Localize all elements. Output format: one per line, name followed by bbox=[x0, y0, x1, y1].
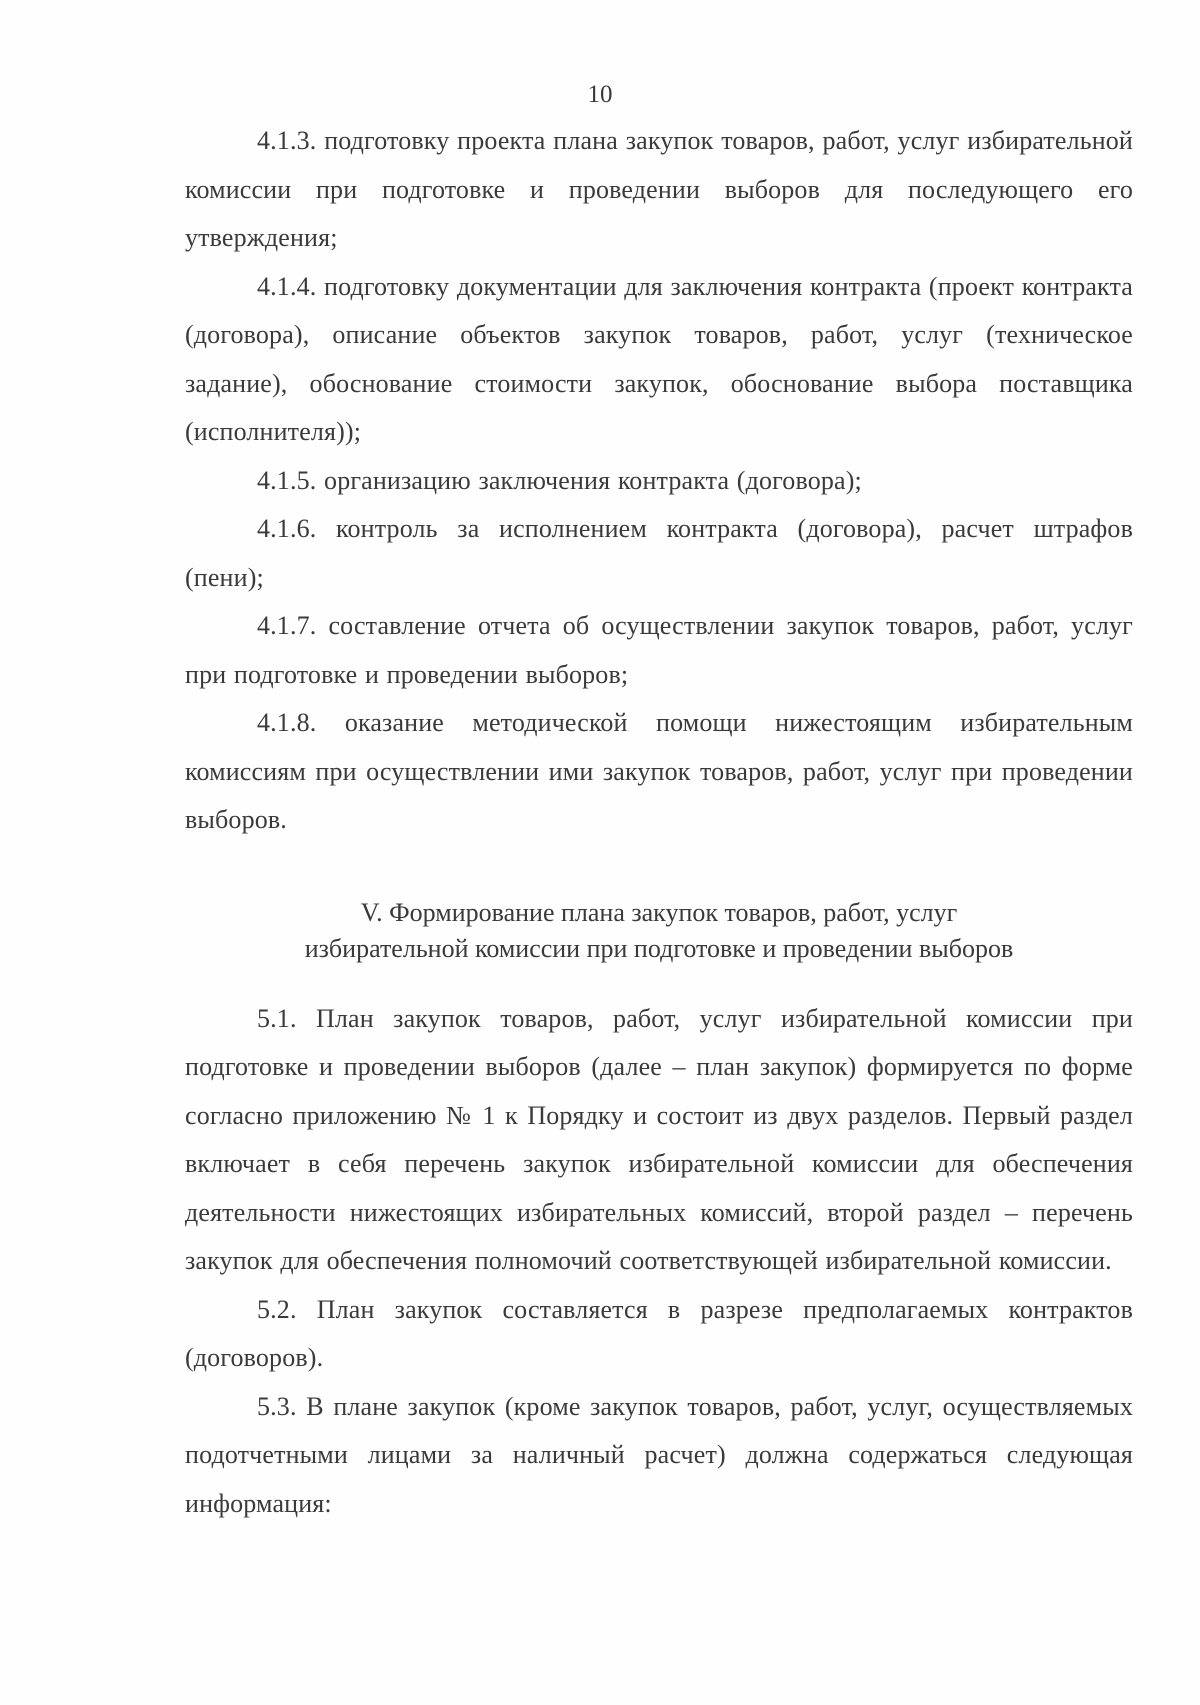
paragraph-5-2: 5.2. План закупок составляется в разрезе предполагаемых контрактов (договоров). bbox=[185, 1294, 1133, 1372]
paragraph-4-1-5: 4.1.5. организацию заключения контракта (договора); bbox=[257, 465, 862, 495]
paragraph-4-1-7: 4.1.7. составление отчета об осуществлении закупок товаров, работ, услуг при подготовке и проведении выборов; bbox=[185, 611, 1133, 689]
page-number: 10 bbox=[587, 81, 613, 108]
paragraph-5-1: 5.1. План закупок товаров, работ, услуг избирательной комиссии при подготовке и проведении выборов (далее – план закупок) формируется по форме согласно приложению № 1 к Порядку и состоит из двух разделов. Первый раздел включает в себя перечень закупок избирательной комиссии для обеспечения деятельности нижестоящих избирательных комиссий, второй раздел – перечень закупок для обеспечения полномочий соответствующей избирательной комиссии. bbox=[185, 1003, 1133, 1275]
paragraph-4-1-8: 4.1.8. оказание методической помощи нижестоящим избирательным комиссиям при осуществлении ими закупок товаров, работ, услуг при проведении выборов. bbox=[185, 708, 1133, 834]
paragraph-4-1-4: 4.1.4. подготовку документации для заключения контракта (проект контракта (договора), описание объектов закупок товаров, работ, услуг (техническое задание), обоснование стоимости закупок, обоснование выбора поставщика (исполнителя)); bbox=[185, 271, 1134, 446]
section-heading-line2: избирательной комиссии при подготовке и проведении выборов bbox=[304, 933, 1014, 963]
section-heading bbox=[185, 895, 1133, 967]
paragraph-4-1-3: 4.1.3. подготовку проекта плана закупок товаров, работ, услуг избирательной комиссии при подготовке и проведении выборов для последующего его утверждения; bbox=[185, 126, 1133, 252]
section-heading-line1: V. Формирование плана закупок товаров, работ, услуг bbox=[360, 897, 958, 927]
paragraph-5-3: 5.3. В плане закупок (кроме закупок товаров, работ, услуг, осуществляемых подотчетными лицами за наличный расчет) должна содержаться следующая информация: bbox=[185, 1391, 1133, 1518]
document-body bbox=[185, 117, 1133, 1528]
paragraph-4-1-6: 4.1.6. контроль за исполнением контракта (договора), расчет штрафов (пени); bbox=[185, 514, 1133, 592]
